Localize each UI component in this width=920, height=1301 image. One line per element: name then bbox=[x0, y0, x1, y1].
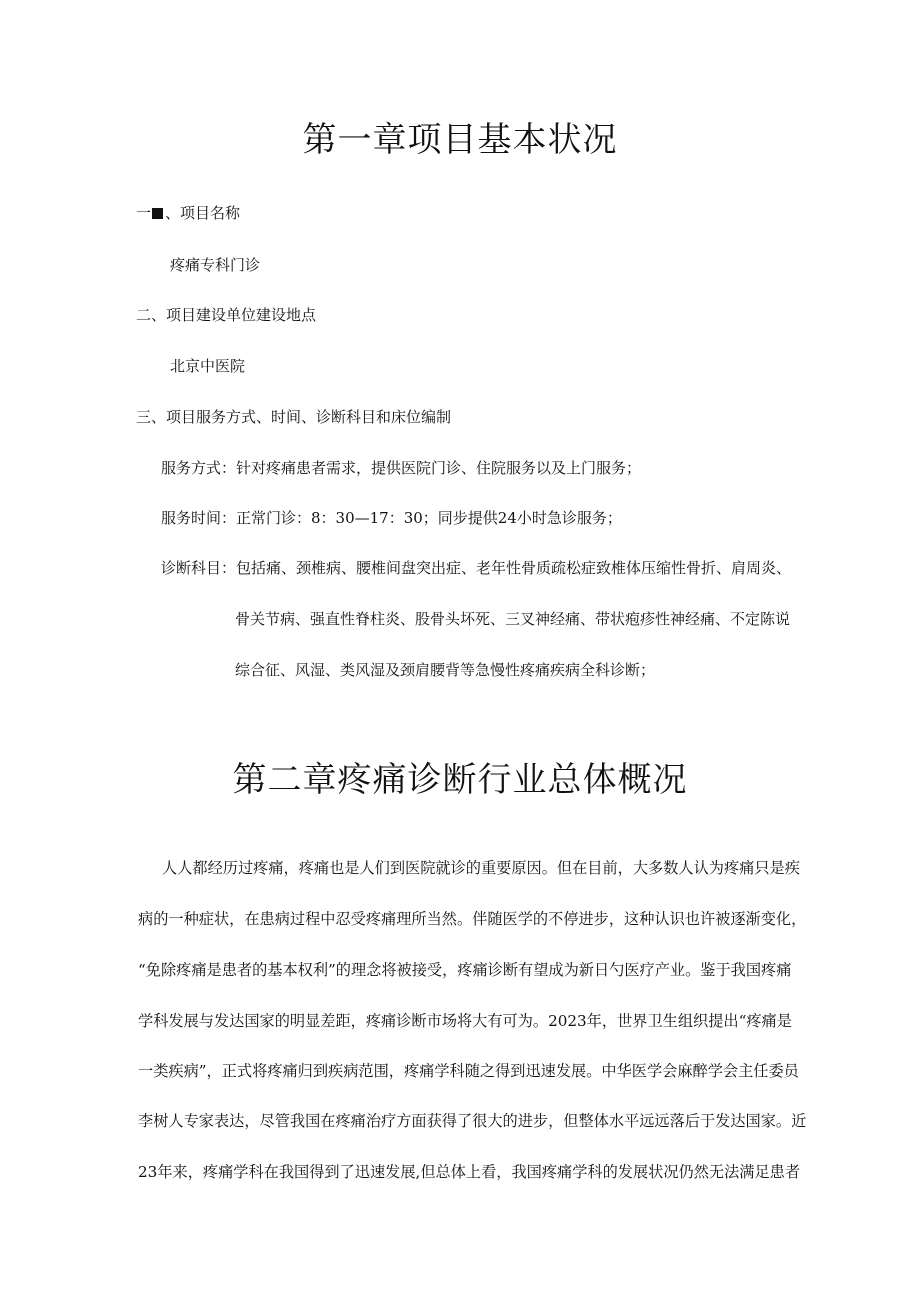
paragraph-line: 23年来，疼痛学科在我国得到了迅速发展,但总体上看，我国疼痛学科的发展状况仍然无法满足患者 bbox=[138, 1163, 801, 1181]
filled-square-icon bbox=[152, 208, 163, 219]
paragraph-line: 一类疾病”，正式将疼痛归到疾病范围，疼痛学科随之得到迅速发展。中华医学会麻醉学会主任委员 bbox=[138, 1062, 799, 1080]
diagnosis-line-2: 骨关节病、强直性脊柱炎、股骨头坏死、三叉神经痛、带状疱疹性神经痛、不定陈说 bbox=[235, 610, 791, 628]
section-3-heading: 三、项目服务方式、时间、诊断科目和床位编制 bbox=[136, 408, 452, 426]
paragraph-line: 李树人专家表达，尽管我国在疼痛治疗方面获得了很大的进步，但整体水平远远落后于发达国家。近 bbox=[138, 1112, 807, 1130]
section-1-number: 一 bbox=[136, 204, 152, 222]
chapter-1-title: 第一章项目基本状况 bbox=[302, 120, 618, 160]
service-mode-line: 服务方式：针对疼痛患者需求，提供医院门诊、住院服务以及上门服务； bbox=[161, 459, 642, 477]
diagnosis-line-1: 诊断科目：包括痛、颈椎病、腰椎间盘突出症、老年性骨质疏松症致椎体压缩性骨折、肩周炎、 bbox=[161, 559, 792, 577]
paragraph-line: 人人都经历过疼痛，疼痛也是人们到医院就诊的重要原因。但在目前，大多数人认为疼痛只是疾 bbox=[162, 859, 800, 877]
paragraph-line: 病的一种症状，在患病过程中忍受疼痛理所当然。伴随医学的不停进步，这种认识也许被逐渐变化， bbox=[138, 910, 807, 928]
section-1-heading bbox=[136, 203, 240, 223]
service-time-line: 服务时间：正常门诊：8：30—17：30；同步提供24小时急诊服务； bbox=[161, 509, 622, 527]
section-1-title: 、项目名称 bbox=[165, 204, 241, 222]
section-2-value: 北京中医院 bbox=[170, 357, 246, 375]
paragraph-line: “免除疼痛是患者的基本权利”的理念将被接受，疼痛诊断有望成为新日勺医疗产业。鉴于我国疼痛 bbox=[138, 961, 792, 979]
section-1-value: 疼痛专科门诊 bbox=[170, 256, 261, 274]
paragraph-line: 学科发展与发达国家的明显差距，疼痛诊断市场将大有可为。2023年，世界卫生组织提出“疼痛是 bbox=[138, 1012, 792, 1030]
section-2-heading: 二、项目建设单位建设地点 bbox=[136, 306, 317, 324]
diagnosis-line-3: 综合征、风湿、类风湿及颈肩腰背等急慢性疼痛疾病全科诊断； bbox=[235, 661, 656, 679]
chapter-2-title: 第二章疼痛诊断行业总体概况 bbox=[232, 760, 688, 800]
